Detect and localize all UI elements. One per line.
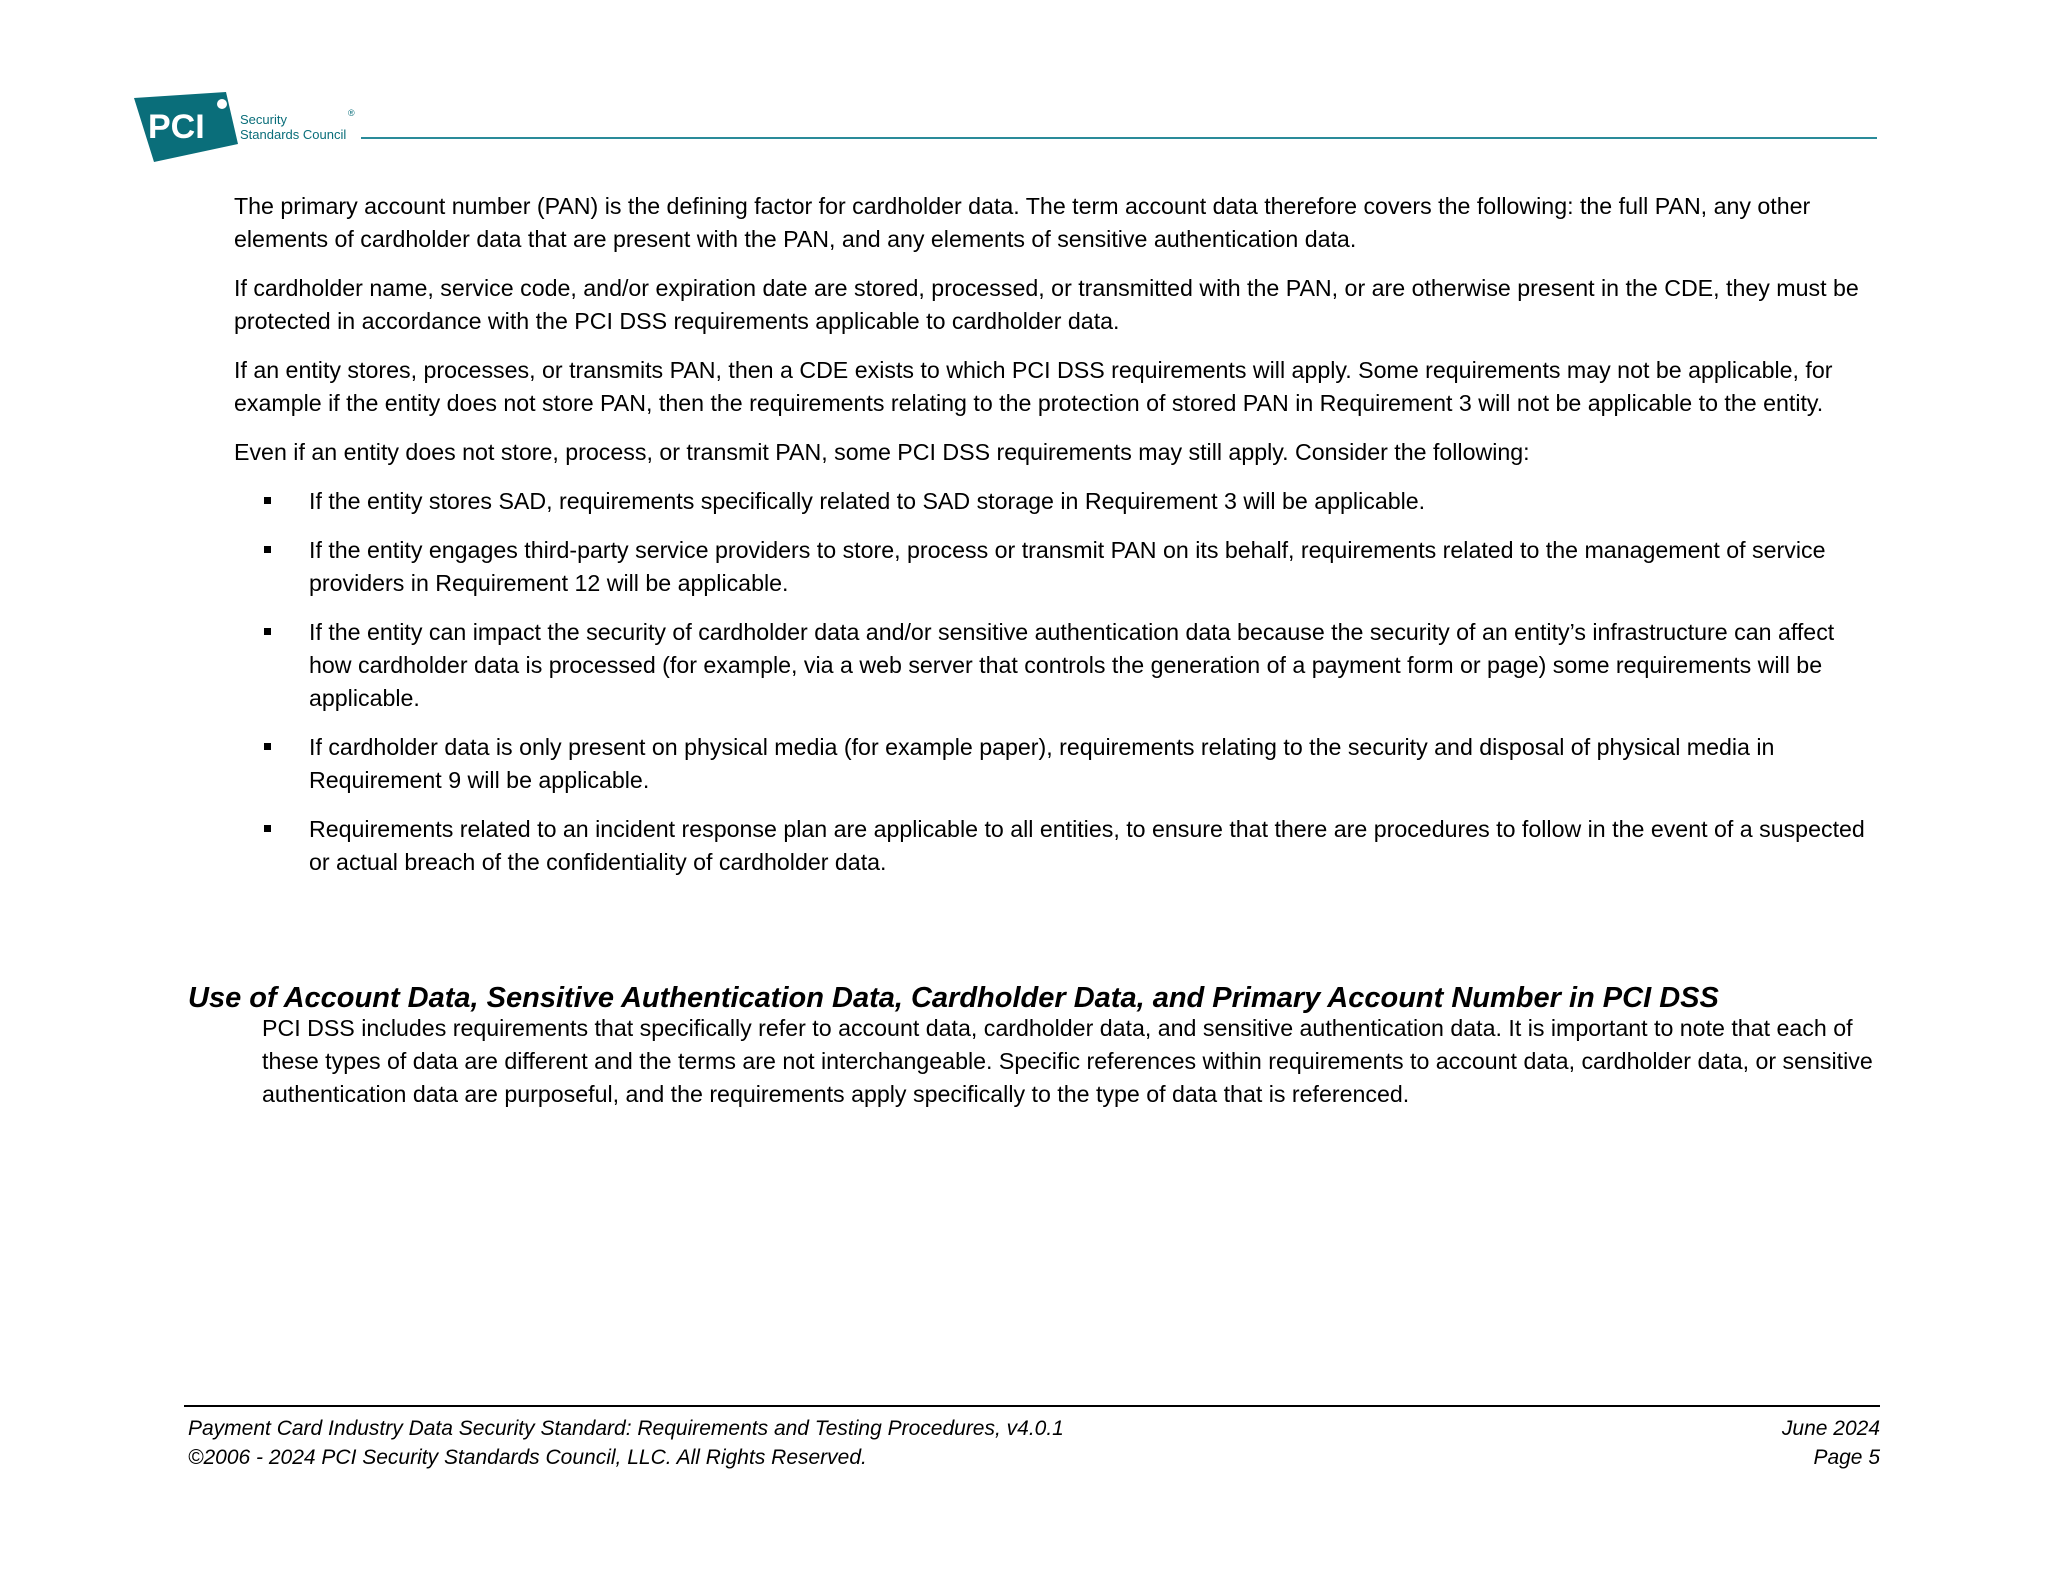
list-item-text: If the entity can impact the security of cardholder data and/or sensitive authentication data because the security of an entity’s infrastructure can affect how cardholder data is processed (for example, via a web server that controls the generation of a payment form or page) some requirements will be applicable. xyxy=(309,619,1835,711)
section-heading: Use of Account Data, Sensitive Authentication Data, Cardholder Data, and Primary Account Number in PCI DSS xyxy=(188,982,1719,1015)
footer-right xyxy=(1782,1414,1880,1472)
svg-text:PCI: PCI xyxy=(148,108,205,146)
logo-line-council: Standards Council xyxy=(240,127,347,142)
intro-paragraph-4: Even if an entity does not store, process, or transmit PAN, some PCI DSS requirements may still apply. Consider the following: xyxy=(234,439,1530,465)
main-content xyxy=(234,190,1874,895)
logo-wordmark xyxy=(240,112,346,142)
square-bullet-icon xyxy=(264,825,271,832)
footer-page-number: Page 5 xyxy=(1813,1446,1880,1469)
footer-document-title: Payment Card Industry Data Security Standard: Requirements and Testing Procedures, v4.0.1 xyxy=(188,1417,1064,1440)
list-item xyxy=(234,813,1874,879)
footer-date: June 2024 xyxy=(1781,1417,1880,1440)
list-item xyxy=(234,731,1874,797)
square-bullet-icon xyxy=(264,628,271,635)
list-item xyxy=(234,616,1874,715)
list-item-text: If the entity stores SAD, requirements specifically related to SAD storage in Requirement 3 will be applicable. xyxy=(309,488,1426,514)
intro-paragraph-3: If an entity stores, processes, or transmits PAN, then a CDE exists to which PCI DSS requirements will apply. Some requirements may not be applicable, for example if the entity does not store PAN, then the requirements relating to the protection of stored PAN in Requirement 3 will not be applicable to the entity. xyxy=(234,357,1833,416)
footer-left xyxy=(188,1414,1064,1472)
intro-paragraph-1: The primary account number (PAN) is the defining factor for cardholder data. The term account data therefore covers the following: the full PAN, any other elements of cardholder data that are present with the PAN, and any elements of sensitive authentication data. xyxy=(234,193,1811,252)
footer-divider xyxy=(184,1405,1880,1407)
square-bullet-icon xyxy=(264,546,271,553)
list-item-text: If the entity engages third-party service providers to store, process or transmit PAN on its behalf, requirements related to the management of service providers in Requirement 12 will be applicable. xyxy=(309,537,1826,596)
section-body-paragraph: PCI DSS includes requirements that specifically refer to account data, cardholder data, and sensitive authentication data. It is important to note that each of these types of data are different and the terms are not interchangeable. Specific references within requirements to account data, cardholder data, or sensitive authentication data are purposeful, and the requirements apply specifically to the type of data that is referenced. xyxy=(262,1015,1873,1107)
list-item xyxy=(234,485,1874,518)
registered-mark: ® xyxy=(348,108,355,118)
list-item xyxy=(234,534,1874,600)
page-header xyxy=(134,92,1878,164)
list-item-text: If cardholder data is only present on physical media (for example paper), requirements relating to the security and disposal of physical media in Requirement 9 will be applicable. xyxy=(309,734,1775,793)
footer-copyright: ©2006 - 2024 PCI Security Standards Council, LLC. All Rights Reserved. xyxy=(188,1446,867,1469)
list-item-text: Requirements related to an incident response plan are applicable to all entities, to ensure that there are procedures to follow in the event of a suspected or actual breach of the confidentiality of cardholder data. xyxy=(309,816,1865,875)
applicability-list xyxy=(234,485,1874,879)
intro-paragraph-2: If cardholder name, service code, and/or expiration date are stored, processed, or transmitted with the PAN, or are otherwise present in the CDE, they must be protected in accordance with the PCI DSS requirements applicable to cardholder data. xyxy=(234,275,1859,334)
logo-line-security: Security xyxy=(240,112,287,127)
pci-logo-icon xyxy=(134,92,238,162)
square-bullet-icon xyxy=(264,743,271,750)
square-bullet-icon xyxy=(264,497,271,504)
header-divider xyxy=(361,137,1877,139)
